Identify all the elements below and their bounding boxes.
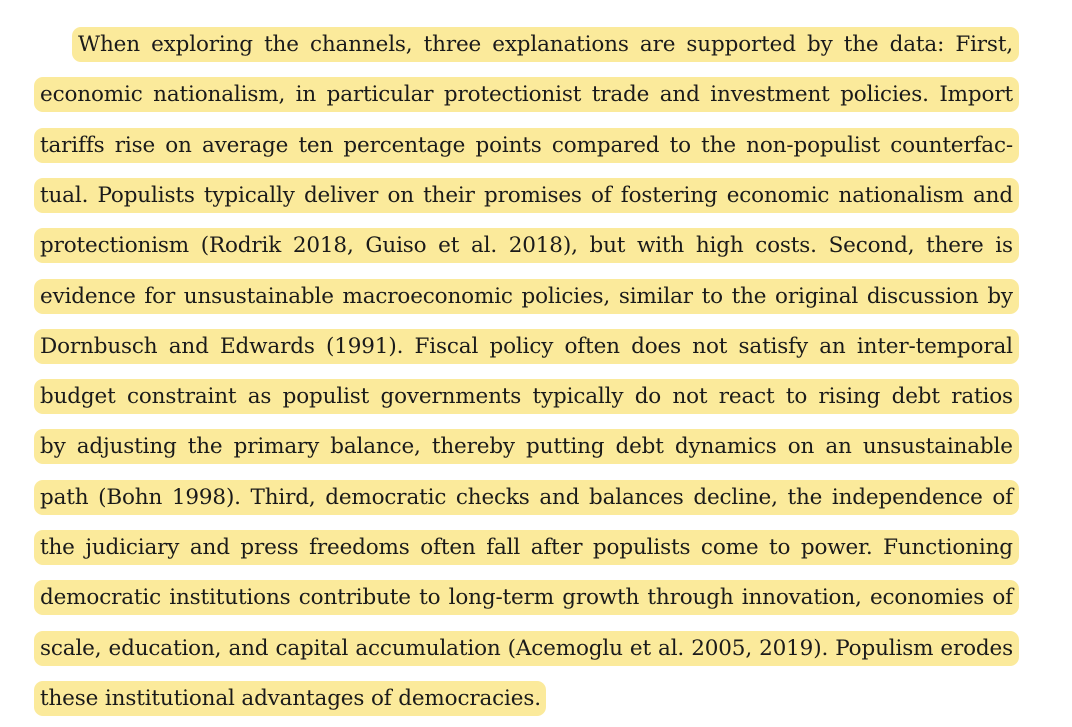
word: after <box>530 535 583 560</box>
word: come <box>700 535 759 560</box>
highlighted-line <box>34 77 1019 112</box>
word: al. <box>658 635 685 661</box>
word: Third, <box>250 484 316 510</box>
word: does <box>631 333 681 359</box>
word: Dornbusch <box>40 333 158 359</box>
word: capital <box>275 635 349 661</box>
word: their <box>423 182 475 208</box>
word: balance, <box>330 434 421 460</box>
word: but <box>589 233 626 259</box>
word: to <box>419 585 441 611</box>
line-text <box>40 233 1013 258</box>
word: growth <box>562 585 640 611</box>
word: power. <box>800 535 873 560</box>
word: checks <box>455 484 530 510</box>
word: by <box>987 283 1013 309</box>
line-text <box>40 133 1013 158</box>
line-text: these institutional advantages of democracies. <box>40 685 541 711</box>
word: nationalism <box>838 182 964 208</box>
word: three <box>423 32 482 57</box>
word: an <box>819 333 846 359</box>
word: (1991). <box>325 333 404 359</box>
word: economic <box>726 182 830 208</box>
word: macroeconomic <box>342 283 513 309</box>
word: democratic <box>40 585 162 611</box>
word: particular <box>326 82 434 108</box>
word: long-term <box>448 585 554 611</box>
word: 2005, <box>691 635 753 661</box>
word: When <box>78 32 140 57</box>
word: primary <box>233 434 320 460</box>
word: decline, <box>693 484 778 510</box>
word: et <box>438 233 460 259</box>
word: average <box>201 132 289 158</box>
word: al. <box>470 233 498 259</box>
word: and <box>973 182 1013 208</box>
line-text <box>40 434 1013 459</box>
word: high <box>695 233 744 259</box>
word: to <box>768 535 791 560</box>
highlighted-line <box>34 480 1019 515</box>
word: and <box>228 635 269 661</box>
word: 2018), <box>508 233 578 259</box>
word: erodes <box>940 635 1013 661</box>
word: points <box>475 132 542 158</box>
word: evidence <box>40 283 136 309</box>
highlighted-line <box>34 580 1019 615</box>
word: and <box>659 82 700 108</box>
word: non-populist <box>746 132 881 158</box>
word: 1998). <box>171 484 241 510</box>
highlighted-line <box>34 329 1019 364</box>
word: Edwards <box>220 333 315 359</box>
word: path <box>40 484 89 510</box>
word: and <box>539 484 580 510</box>
word: is <box>995 233 1013 259</box>
word: economic <box>40 82 143 108</box>
word: typically <box>203 182 295 208</box>
highlighted-line <box>34 681 546 716</box>
word: Functioning <box>883 535 1013 560</box>
word: unsustainable <box>183 283 334 309</box>
word: unsustainable <box>862 434 1013 460</box>
word: dynamics <box>674 434 777 460</box>
word: of <box>992 585 1013 611</box>
highlighted-line <box>34 279 1019 314</box>
word: for <box>144 283 176 309</box>
word: the <box>40 535 75 560</box>
line-text <box>40 585 1013 610</box>
word: compared <box>551 132 660 158</box>
word: judiciary <box>85 535 180 560</box>
highlighted-line <box>34 178 1019 213</box>
word: of <box>992 484 1013 510</box>
word: et <box>629 635 651 661</box>
word: Second, <box>828 233 915 259</box>
word: as <box>247 384 272 410</box>
word: to <box>701 283 723 309</box>
word: scale, <box>40 635 102 661</box>
word: rise <box>114 132 156 158</box>
line-text <box>40 284 1013 309</box>
word: accumulation <box>355 635 501 661</box>
word: debt <box>891 384 940 410</box>
word: thereby <box>431 434 515 460</box>
line-text <box>40 334 1013 359</box>
word: policies, <box>521 283 611 309</box>
word: percentage <box>343 132 466 158</box>
word: on <box>165 132 192 158</box>
word: protectionism <box>40 233 190 259</box>
word: the <box>731 283 767 309</box>
word: nationalism, <box>153 82 286 108</box>
highlighted-line <box>34 128 1019 163</box>
word: often <box>564 333 620 359</box>
highlighted-line <box>34 379 1019 414</box>
word: do <box>634 384 662 410</box>
word: Fiscal <box>414 333 479 359</box>
word: react <box>718 384 775 410</box>
highlighted-line <box>72 27 1019 62</box>
word: of <box>591 182 612 208</box>
word: by <box>40 434 66 460</box>
highlighted-line <box>34 631 1019 666</box>
highlighted-line <box>34 530 1019 565</box>
word: education, <box>108 635 222 661</box>
word: 2018, <box>292 233 354 259</box>
word: to <box>669 132 691 158</box>
line-text <box>40 82 1013 107</box>
word: similar <box>618 283 693 309</box>
word: putting <box>526 434 605 460</box>
word: and <box>189 535 230 560</box>
word: populists <box>592 535 691 560</box>
word: to <box>785 384 808 410</box>
word: not <box>672 384 708 410</box>
word: the <box>843 32 879 57</box>
word: populist <box>282 384 370 410</box>
word: with <box>636 233 685 259</box>
word: 2019). <box>759 635 829 661</box>
word: policy <box>489 333 554 359</box>
word: explanations <box>492 32 629 57</box>
word: exploring <box>151 32 253 57</box>
line-text <box>40 485 1013 510</box>
word: Import <box>939 82 1013 108</box>
line-text <box>40 636 1013 661</box>
word: Guiso <box>365 233 427 259</box>
word: discussion <box>866 283 979 309</box>
word: tariffs <box>40 132 105 158</box>
word: ten <box>298 132 334 158</box>
word: an <box>825 434 852 460</box>
word: data: <box>889 32 945 57</box>
word: protectionist <box>443 82 582 108</box>
word: ratios <box>951 384 1013 410</box>
word: Populism <box>835 635 934 661</box>
word: press <box>240 535 299 560</box>
word: the <box>264 32 299 57</box>
word: trade <box>591 82 650 108</box>
word: inter-temporal <box>856 333 1013 359</box>
word: and <box>168 333 209 359</box>
word: fostering <box>620 182 718 208</box>
word: the <box>701 132 736 158</box>
word: satisfy <box>738 333 808 359</box>
word: through <box>647 585 734 611</box>
word: (Rodrik <box>200 233 282 259</box>
word: original <box>775 283 859 309</box>
word: the <box>187 434 223 460</box>
word: counterfac- <box>890 132 1013 158</box>
word: fall <box>486 535 521 560</box>
word: balances <box>588 484 684 510</box>
word: on <box>387 182 414 208</box>
word: tual. <box>40 182 89 208</box>
word: Populists <box>97 182 195 208</box>
line-text <box>40 384 1013 409</box>
word: there <box>926 233 984 259</box>
word: freedoms <box>309 535 410 560</box>
word: on <box>787 434 815 460</box>
line-text <box>40 183 1013 208</box>
word: (Acemoglu <box>507 635 623 661</box>
word: supported <box>686 32 796 57</box>
highlighted-line <box>34 228 1019 263</box>
word: are <box>639 32 676 57</box>
line-text <box>78 32 1013 57</box>
word: debt <box>615 434 664 460</box>
word: costs. <box>755 233 817 259</box>
word: investment <box>710 82 830 108</box>
word: contribute <box>298 585 411 611</box>
word: channels, <box>309 32 413 57</box>
word: policies. <box>840 82 929 108</box>
word: the <box>787 484 823 510</box>
word: in <box>295 82 317 108</box>
word: institutions <box>169 585 291 611</box>
word: often <box>420 535 476 560</box>
word: First, <box>955 32 1013 57</box>
word: (Bohn <box>98 484 163 510</box>
highlighted-line <box>34 429 1019 464</box>
word: promises <box>483 182 582 208</box>
word: economies <box>869 585 985 611</box>
word: constraint <box>126 384 237 410</box>
word: deliver <box>303 182 379 208</box>
word: typically <box>532 384 624 410</box>
word: not <box>692 333 728 359</box>
word: budget <box>40 384 116 410</box>
word: governments <box>380 384 522 410</box>
word: innovation, <box>741 585 862 611</box>
word: adjusting <box>76 434 177 460</box>
word: by <box>806 32 833 57</box>
word: democratic <box>325 484 447 510</box>
line-text <box>40 535 1013 560</box>
word: rising <box>818 384 881 410</box>
word: independence <box>831 484 983 510</box>
